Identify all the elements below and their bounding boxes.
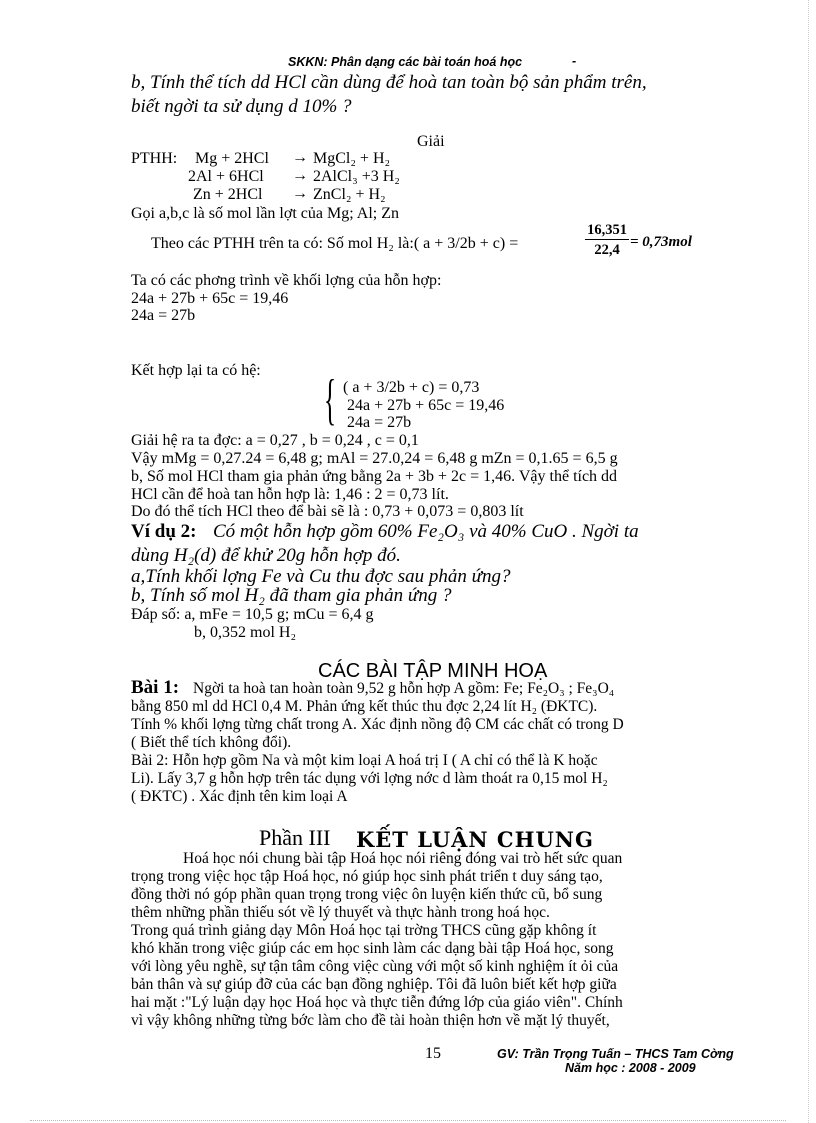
system-eq-3: 24a = 27b [347,414,412,431]
conclusion-line: hai mặt :"Lý luận dạy học Hoá học và thực tiễn đứng lớp của giáo viên". Chính [131,994,623,1011]
equation-2-left: 2Al + 6HCl [188,168,264,185]
page-border-right [808,0,809,1123]
fraction-denominator: 22,4 [585,239,629,259]
conclusion-line: khó khăn trong việc giúp các em học sinh làm các dạng bài tập Hoá học, song [131,940,614,957]
mol-result: = 0,73mol [630,234,692,250]
page-number: 15 [425,1045,441,1062]
footer-year: Năm học : 2008 - 2009 [565,1061,696,1075]
arrow-icon: → [292,185,308,202]
ratio-equation: 24a = 27b [131,307,196,324]
system-intro: Kết hợp lại ta có hệ: [131,362,261,379]
fraction [585,222,629,259]
system-eq-2: 24a + 27b + 65c = 19,46 [347,397,505,414]
brace-icon: { [324,369,337,431]
conclusion-line: trọng trong việc học tập Hoá học, nó giúp học sinh phát triển t duy sáng tạo, [131,868,603,885]
footer-author: GV: Trần Trọng Tuấn – THCS Tam Cờng [497,1047,734,1061]
exercise-1-line3: Tính % khối lợng từng chất trong A. Xác định nồng độ CM các chất có trong D [131,716,624,733]
conclusion-line: thêm những phần thiếu sót về lý thuyết và thực hành trong hoá học. [131,904,550,921]
example-2-line1: Có một hỗn hợp gồm 60% Fe₂O₃ và 40% CuO . Ngời ta [213,521,639,542]
hcl-volume-line: HCl cần để hoà tan hỗn hợp là: 1,46 : 2 = 0,73 lít. [131,486,449,503]
arrow-icon: → [292,149,308,166]
mass-equation-intro: Ta có các phơng trình về khối lợng của hỗn hợp: [131,272,442,289]
part-title: KẾT LUẬN CHUNG [356,827,594,852]
example-2-line4: b, Tính số mol H₂ đã tham gia phản ứng ? [131,585,452,606]
conclusion-line: vì vậy không những từng bớc làm cho đề tài hoàn thiện hơn về mặt lý thuyết, [131,1012,610,1029]
equation-3-right: ZnCl₂ + H₂ [313,186,386,203]
example-2-line2: dùng H₂(d) để khử 20g hỗn hợp đó. [131,545,401,566]
mol-h2-text: Theo các PTHH trên ta có: Số mol H₂ là:( a + 3/2b + c) = [151,235,519,252]
pthh-label: PTHH: [131,150,178,167]
arrow-icon: → [292,167,308,184]
question-b-line2: biết ngời ta sử dụng d 10% ? [131,96,352,117]
fraction-numerator: 16,351 [587,222,627,238]
equation-1-right: MgCl₂ + H₂ [313,150,391,167]
conclusion-line: Hoá học nói chung bài tập Hoá học nói riêng đóng vai trò hết sức quan [183,850,623,867]
conclusion-line: Trong quá trình giảng dạy Môn Hoá học tại trờng THCS cũng gặp không ít [131,922,597,939]
conclusion-line: bản thân và sự giúp đỡ của các bạn đồng nghiệp. Tôi đã luôn biết kết hợp giữa [131,976,617,993]
section-title: CÁC BÀI TẬP MINH HOẠ [318,660,548,682]
header-dash: - [572,54,577,68]
exercise-1-line4: ( Biết thể tích không đổi). [131,734,292,751]
mass-results: Vậy mMg = 0,27.24 = 6,48 g; mAl = 27.0,24 = 6,48 g mZn = 0,1.65 = 6,5 g [131,450,618,467]
equation-2-right: 2AlCl₃ +3 H₂ [313,168,400,185]
answer-line2: b, 0,352 mol H₂ [194,624,297,641]
answer-line1: Đáp số: a, mFe = 10,5 g; mCu = 6,4 g [131,606,374,623]
part-label: Phần III [259,825,331,850]
exercise-2-line2: Li). Lấy 3,7 g hỗn hợp trên tác dụng với lợng nớc d làm thoát ra 0,15 mol H₂ [131,770,608,787]
page-border-bottom [30,1120,786,1121]
hcl-total-line: Do đó thể tích HCl theo để bài sẽ là : 0,73 + 0,073 = 0,803 lít [131,503,524,520]
question-b-line1: b, Tính thể tích dd HCl cần dùng để hoà tan toàn bộ sản phẩm trên, [131,72,647,93]
mass-equation: 24a + 27b + 65c = 19,46 [131,290,289,307]
hcl-mol-line: b, Số mol HCl tham gia phản ứng bằng 2a + 3b + 2c = 1,46. Vậy thể tích dd [131,468,618,485]
equation-1-left: Mg + 2HCl [195,150,269,167]
equation-3-left: Zn + 2HCl [193,186,263,203]
conclusion-line: với lòng yêu nghề, sự tận tâm công việc cùng với một số kinh nghiệm ít ỏi của [131,958,619,975]
exercise-2-line1: Bài 2: Hỗn hợp gồm Na và một kim loại A hoá trị I ( A chỉ có thể là K hoặc [131,752,598,769]
exercise-2-line3: ( ĐKTC) . Xác định tên kim loại A [131,788,348,805]
variables-line: Gọi a,b,c là số mol lần lợt của Mg; Al; Zn [131,205,399,222]
exercise-1-label: Bài 1: [131,677,180,698]
page-header: SKKN: Phân dạng các bài toán hoá học [288,55,523,69]
example-2-line3: a,Tính khối lợng Fe và Cu thu đợc sau phản ứng? [131,566,511,587]
conclusion-line: đồng thời nó góp phần quan trọng trong việc ôn luyện kiến thức cũ, bổ sung [131,886,603,903]
exercise-1-line2: bằng 850 ml dd HCl 0,4 M. Phản ứng kết thúc thu đợc 2,24 lít H₂ (ĐKTC). [131,698,598,715]
system-eq-1: ( a + 3/2b + c) = 0,73 [343,379,480,396]
solution-values: Giải hệ ra ta đợc: a = 0,27 , b = 0,24 , c = 0,1 [131,432,419,449]
exercise-1-line1: Ngời ta hoà tan hoàn toàn 9,52 g hỗn hợp A gồm: Fe; Fe₂O₃ ; Fe₃O₄ [193,680,615,697]
example-2-label: Ví dụ 2: [131,521,197,542]
solution-heading: Giải [417,133,445,150]
